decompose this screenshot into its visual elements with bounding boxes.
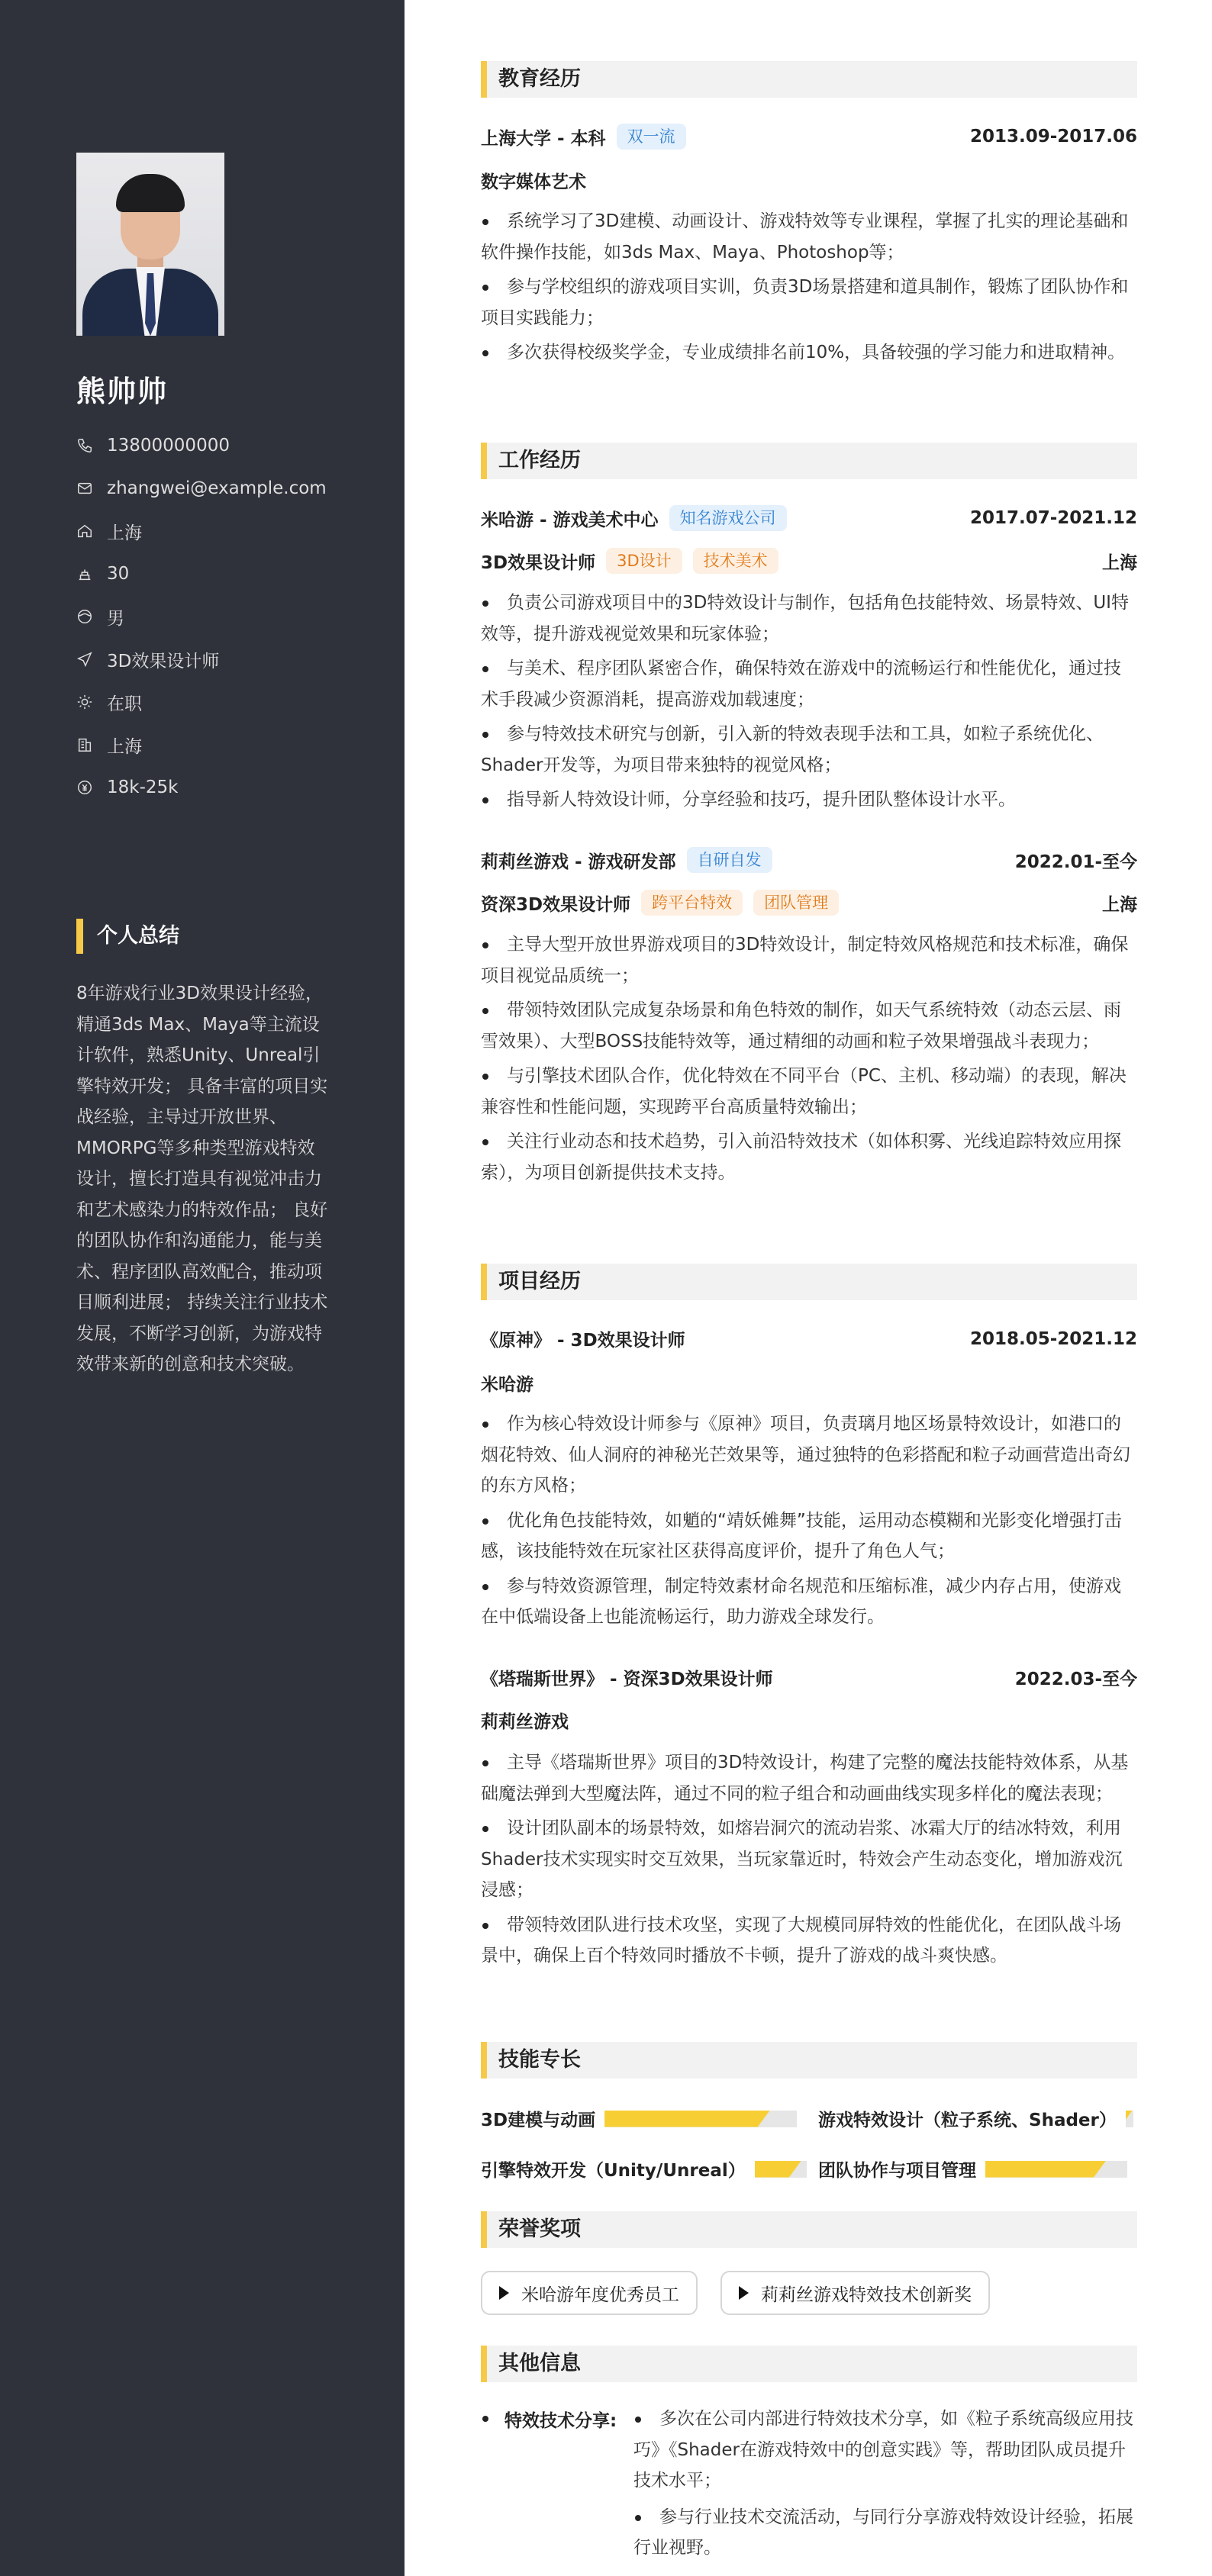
school-tag: 双一流 xyxy=(617,124,686,150)
play-icon xyxy=(739,2286,749,2300)
list-item: 参与特效资源管理，制定特效素材命名规范和压缩标准，减少内存占用，使游戏在中低端设备上也能流畅运行，助力游戏全球发行。 xyxy=(481,1571,1137,1633)
skill-fill xyxy=(755,2161,801,2178)
education-major: 数字媒体艺术 xyxy=(481,172,586,192)
skill-name: 游戏特效设计（粒子系统、Shader） xyxy=(818,2111,1117,2130)
list-item: 参与行业技术交流活动，与同行分享游戏特效设计经验，拓展行业视野。 xyxy=(633,2502,1137,2564)
education-period: 2013.09-2017.06 xyxy=(969,127,1137,147)
info-age: 30 xyxy=(76,552,327,595)
candidate-name: 熊帅帅 xyxy=(76,375,169,408)
project-1-period: 2018.05-2021.12 xyxy=(969,1328,1137,1349)
skill-bar xyxy=(985,2161,1127,2178)
info-city: 上海 xyxy=(76,510,327,552)
other-section-title: 其他信息 xyxy=(481,2346,1137,2382)
info-salary: 18k-25k xyxy=(76,766,327,809)
building-icon xyxy=(76,736,93,753)
list-item: 带领特效团队进行技术攻坚，实现了大规模同屏特效的性能优化，在团队战斗场景中，确保上百个特效同时播放不卡顿，提升了游戏的战斗爽快感。 xyxy=(481,1910,1137,1972)
list-item: 多次获得校级奖学金，专业成绩排名前10%，具备较强的学习能力和进取精神。 xyxy=(481,337,1137,369)
other-bullets xyxy=(633,2404,1137,2569)
job-2-location: 上海 xyxy=(1102,894,1137,915)
skill-name: 3D建模与动画 xyxy=(481,2111,596,2130)
list-item: 与美术、程序团队紧密合作，确保特效在游戏中的流畅运行和性能优化，通过技术手段减少资源消耗，提高游戏加载速度； xyxy=(481,653,1137,715)
info-target-city: 上海 xyxy=(76,723,327,766)
awards-section-title: 荣誉奖项 xyxy=(481,2211,1137,2248)
list-item: 指导新人特效设计师，分享经验和技巧，提升团队整体设计水平。 xyxy=(481,784,1137,816)
age-icon xyxy=(76,565,93,582)
skill-bar xyxy=(604,2111,797,2127)
job-1-location: 上海 xyxy=(1102,552,1137,573)
job-1-company-tag: 知名游戏公司 xyxy=(669,505,787,531)
home-icon xyxy=(76,523,93,539)
list-item: 参与特效技术研究与创新，引入新的特效表现手法和工具，如粒子系统优化、Shader开发等，为项目带来独特的视觉风格； xyxy=(481,719,1137,781)
project-2-company: 莉莉丝游戏 xyxy=(481,1712,569,1732)
list-item: 优化角色技能特效，如魈的“靖妖傩舞”技能，运用动态模糊和光影变化增强打击感，该技能特效在玩家社区获得高度评价，提升了角色人气； xyxy=(481,1505,1137,1567)
info-status: 在职 xyxy=(76,681,327,723)
info-email: zhangwei@example.com xyxy=(76,467,327,510)
skill-fill xyxy=(985,2161,1106,2178)
list-item: 参与学校组织的游戏项目实训，负责3D场景搭建和道具制作，锻炼了团队协作和项目实践能力； xyxy=(481,272,1137,333)
job-1-header xyxy=(481,505,1137,531)
project-2-header xyxy=(481,1665,1137,1690)
job-2-bullets xyxy=(481,929,1137,1192)
list-item: 负责公司游戏项目中的3D特效设计与制作，包括角色技能特效、场景特效、UI特效等，提升游戏视觉效果和玩家体验； xyxy=(481,588,1137,649)
job-2-company-tag: 自研自发 xyxy=(687,847,772,873)
info-position: 3D效果设计师 xyxy=(76,638,327,681)
summary-text: 8年游戏行业3D效果设计经验，精通3ds Max、Maya等主流设计软件，熟悉Unity、Unreal引擎特效开发； 具备丰富的项目实战经验，主导过开放世界、MMORPG等多种类型游戏特效设计，擅长打造具有视觉冲击力和艺术感染力的特效作品； 良好的团队协作和沟通能力，能与美术、程序团队高效配合，推动项目顺利进展； 持续关注行业技术发展，不断学习创新，为游戏特效带来新的创意和技术突破。 xyxy=(76,984,328,1374)
skill-name: 引擎特效开发（Unity/Unreal） xyxy=(481,2161,746,2181)
list-item: 主导《塔瑞斯世界》项目的3D特效设计，构建了完整的魔法技能特效体系，从基础魔法弹到大型魔法阵，通过不同的粒子组合和动画曲线实现多样化的魔法表现； xyxy=(481,1747,1137,1809)
salary-icon xyxy=(76,779,93,796)
work-section-title: 工作经历 xyxy=(481,443,1137,479)
job-1-role: 3D效果设计师 xyxy=(481,552,596,573)
skill-name: 团队协作与项目管理 xyxy=(818,2161,976,2181)
job-2-header xyxy=(481,847,1137,873)
project-1-header xyxy=(481,1326,1137,1351)
avatar xyxy=(76,153,224,336)
list-item: 作为核心特效设计师参与《原神》项目，负责璃月地区场景特效设计，如港口的烟花特效、仙人洞府的神秘光芒效果等，通过独特的色彩搭配和粒子动画营造出奇幻的东方风格； xyxy=(481,1409,1137,1502)
job-2-role-tag: 团队管理 xyxy=(753,890,839,916)
skill-item xyxy=(481,2156,807,2182)
phone-icon xyxy=(76,437,93,454)
gender-icon xyxy=(76,608,93,625)
skill-item xyxy=(481,2106,797,2131)
education-section-title: 教育经历 xyxy=(481,61,1137,98)
project-2-bullets xyxy=(481,1747,1137,1975)
job-2-company: 莉莉丝游戏 - 游戏研发部 xyxy=(481,852,676,872)
job-2-period: 2022.01-至今 xyxy=(1014,852,1137,872)
project-1-bullets xyxy=(481,1409,1137,1637)
education-bullets xyxy=(481,206,1137,372)
other-label: 特效技术分享: xyxy=(481,2407,617,2432)
skill-item xyxy=(818,2156,1127,2182)
school-name: 上海大学 - 本科 xyxy=(481,128,606,149)
skill-fill xyxy=(1126,2111,1133,2127)
list-item: 设计团队副本的场景特效，如熔岩洞穴的流动岩浆、冰霜大厅的结冰特效，利用Shader技术实现实时交互效果，当玩家靠近时，特效会产生动态变化，增加游戏沉浸感； xyxy=(481,1813,1137,1906)
list-item: 主导大型开放世界游戏项目的3D特效设计，制定特效风格规范和技术标准，确保项目视觉品质统一； xyxy=(481,929,1137,991)
list-item: 多次在公司内部进行特效技术分享，如《粒子系统高级应用技巧》《Shader在游戏特效中的创意实践》等，帮助团队成员提升技术水平； xyxy=(633,2404,1137,2497)
job-1-role-tag: 技术美术 xyxy=(693,548,778,574)
send-icon xyxy=(76,651,93,668)
education-header xyxy=(481,124,1137,150)
info-gender: 男 xyxy=(76,595,327,638)
award-badge: 莉莉丝游戏特效技术创新奖 xyxy=(720,2271,990,2315)
job-1-role-tag: 3D设计 xyxy=(606,548,682,574)
list-item: 带领特效团队完成复杂场景和角色特效的制作，如天气系统特效（动态云层、雨雪效果）、大型BOSS技能特效等，通过精细的动画和粒子效果增强战斗表现力； xyxy=(481,995,1137,1057)
project-2-period: 2022.03-至今 xyxy=(1014,1670,1137,1689)
basic-info-list xyxy=(76,424,327,809)
skill-bar xyxy=(755,2161,807,2178)
mail-icon xyxy=(76,480,93,497)
job-1-period: 2017.07-2021.12 xyxy=(969,508,1137,528)
list-item: 与引擎技术团队合作，优化特效在不同平台（PC、主机、移动端）的表现，解决兼容性和性能问题，实现跨平台高质量特效输出； xyxy=(481,1061,1137,1122)
job-2-role-tag: 跨平台特效 xyxy=(641,890,743,916)
info-phone: 13800000000 xyxy=(76,424,327,467)
projects-section-title: 项目经历 xyxy=(481,1264,1137,1300)
sidebar xyxy=(0,0,405,2576)
list-item: 系统学习了3D建模、动画设计、游戏特效等专业课程，掌握了扎实的理论基础和软件操作技能，如3ds Max、Maya、Photoshop等； xyxy=(481,206,1137,268)
award-badge: 米哈游年度优秀员工 xyxy=(481,2271,698,2315)
job-1-role-row xyxy=(481,548,1137,574)
summary-title: 个人总结 xyxy=(76,919,179,954)
job-1-company: 米哈游 - 游戏美术中心 xyxy=(481,510,659,530)
project-2-name: 《塔瑞斯世界》 - 资深3D效果设计师 xyxy=(481,1670,773,1689)
play-icon xyxy=(499,2286,509,2300)
project-1-company: 米哈游 xyxy=(481,1375,533,1395)
project-1-name: 《原神》 - 3D效果设计师 xyxy=(481,1331,685,1351)
job-2-role: 资深3D效果设计师 xyxy=(481,894,631,915)
skill-fill xyxy=(604,2111,770,2127)
list-item: 关注行业动态和技术趋势，引入前沿特效技术（如体积雾、光线追踪特效应用探索），为项目创新提供技术支持。 xyxy=(481,1126,1137,1188)
job-2-role-row xyxy=(481,890,1137,916)
skills-section-title: 技能专长 xyxy=(481,2042,1137,2079)
skill-bar xyxy=(1126,2111,1133,2127)
status-icon xyxy=(76,694,93,710)
job-1-bullets xyxy=(481,588,1137,819)
skill-item xyxy=(818,2106,1133,2131)
